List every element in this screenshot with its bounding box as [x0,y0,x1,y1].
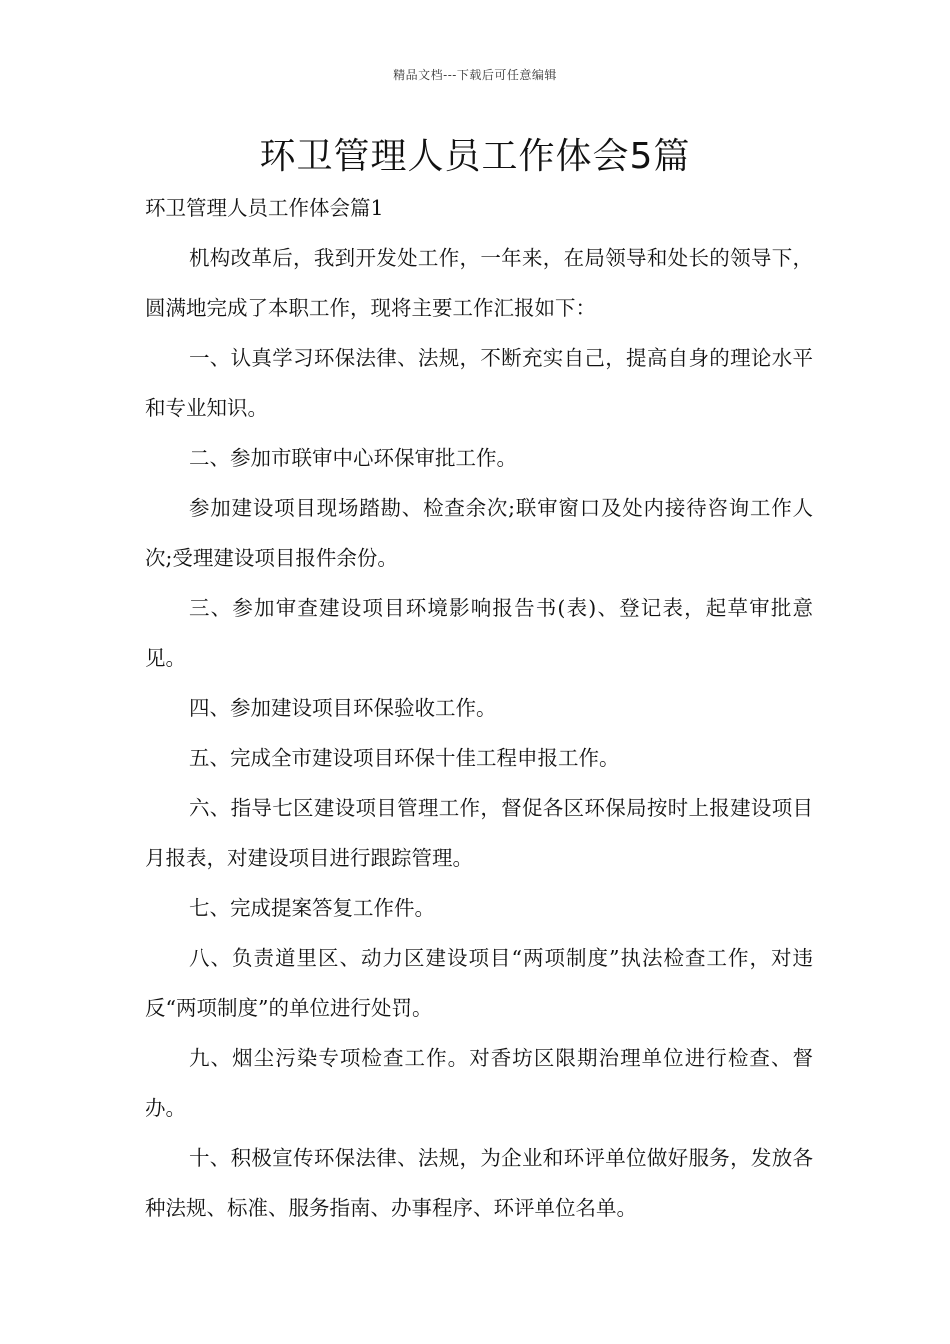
paragraph: 七、完成提案答复工作件。 [189,896,435,920]
paragraph: 一、认真学习环保法律、法规，不断充实自己，提高自身的理论水平和专业知识。 [145,346,813,420]
paragraph: 参加建设项目现场踏勘、检查余次;联审窗口及处内接待咨询工作人次;受理建设项目报件余份。 [145,496,813,570]
paragraph: 三、参加审查建设项目环境影响报告书(表)、登记表，起草审批意见。 [145,596,813,670]
paragraph: 十、积极宣传环保法律、法规，为企业和环评单位做好服务，发放各种法规、标准、服务指南、办事程序、环评单位名单。 [145,1146,813,1220]
header-note: 精品文档---下载后可任意编辑 [393,68,557,82]
paragraph: 四、参加建设项目环保验收工作。 [189,696,497,720]
document-title: 环卫管理人员工作体会5篇 [259,136,691,177]
section-heading: 环卫管理人员工作体会篇1 [145,196,384,220]
paragraph: 八、负责道里区、动力区建设项目“两项制度”执法检查工作，对违反“两项制度”的单位进行处罚。 [145,946,813,1020]
paragraph: 五、完成全市建设项目环保十佳工程申报工作。 [189,746,620,770]
paragraph: 九、烟尘污染专项检查工作。对香坊区限期治理单位进行检查、督办。 [145,1046,813,1120]
paragraph: 六、指导七区建设项目管理工作，督促各区环保局按时上报建设项目月报表，对建设项目进行跟踪管理。 [145,796,813,870]
document-body [145,183,813,1233]
paragraph: 二、参加市联审中心环保审批工作。 [189,446,517,470]
paragraph: 机构改革后，我到开发处工作，一年来，在局领导和处长的领导下，圆满地完成了本职工作，现将主要工作汇报如下： [145,246,813,320]
